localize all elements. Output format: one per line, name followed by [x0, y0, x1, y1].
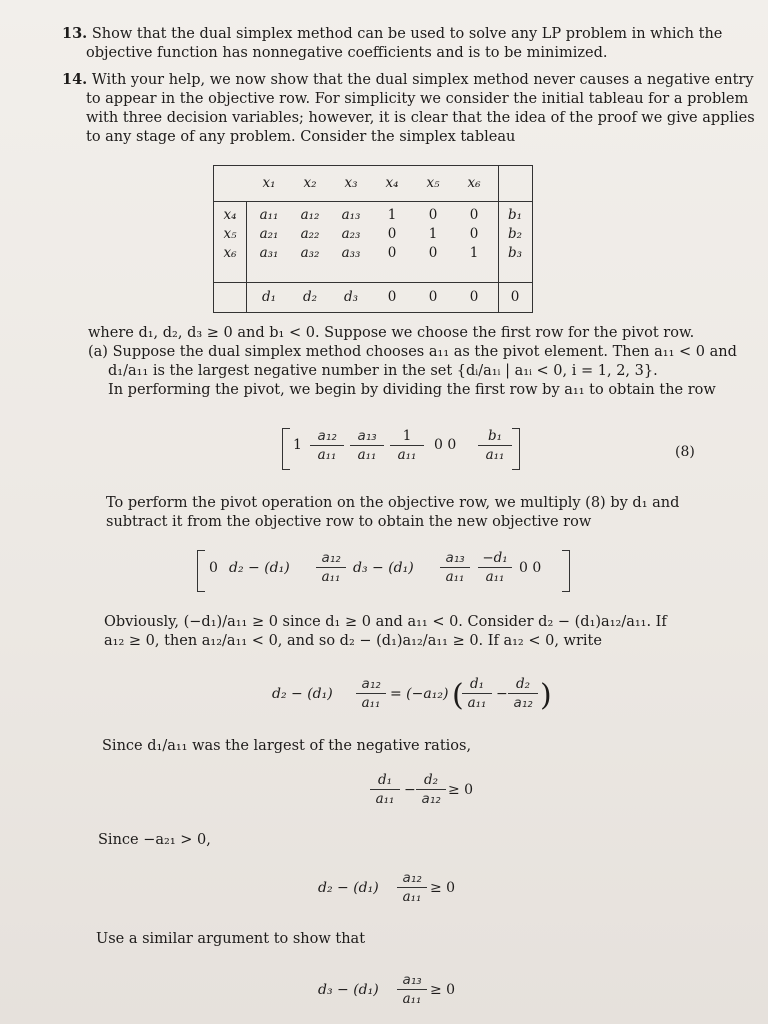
fraction-1-a11	[390, 428, 424, 463]
numerator: d₂	[423, 772, 439, 788]
tableau-cell: a₁₃	[341, 207, 361, 223]
fraction-d1-a11	[462, 676, 492, 711]
geq-zero: ≥ 0	[448, 782, 474, 798]
problem-14-line-1: With your help, we now show that the dual simplex method never causes a negative entry	[91, 72, 754, 88]
tableau-cell: 0	[469, 207, 479, 223]
tableau-cell: 1	[387, 207, 397, 223]
where-line: where d₁, d₂, d₃ ≥ 0 and b₁ < 0. Suppose we choose the first row for the pivot row.	[88, 325, 695, 341]
part-a-line-3: In performing the pivot, we begin by dividing the first row by a₁₁ to obtain the row	[108, 382, 716, 398]
col-header: x₃	[344, 175, 358, 191]
fraction-a13-a11	[397, 972, 427, 1007]
fraction-a12-a11	[397, 870, 427, 905]
fraction-d1-a11	[370, 772, 400, 807]
numerator: a₁₂	[317, 428, 337, 444]
objective-cell: d₁	[261, 289, 277, 305]
d2-minus-d1: d₂ − (d₁)	[229, 560, 290, 576]
obviously-line-2: a₁₂ ≥ 0, then a₁₂/a₁₁ < 0, and so d₂ − (d₁)a₁₂/a₁₁ ≥ 0. If a₁₂ < 0, write	[104, 633, 602, 649]
fraction-d2-a12	[508, 676, 538, 711]
col-header: x₅	[426, 175, 440, 191]
tableau-cell: a₃₃	[341, 245, 361, 261]
denominator: a₁₁	[321, 569, 341, 585]
numerator: a₁₂	[402, 870, 422, 886]
denominator: a₁₂	[513, 695, 533, 711]
pivot-line-2: subtract it from the objective row to obtain the new objective row	[106, 514, 592, 530]
tableau-cell: b₁	[507, 207, 523, 223]
tableau-cell: a₃₁	[259, 245, 279, 261]
col-header: x₁	[262, 175, 276, 191]
denominator: a₁₁	[467, 695, 487, 711]
tableau-cell: 1	[469, 245, 479, 261]
row-label: x₆	[223, 245, 237, 261]
objective-cell: 0	[469, 289, 479, 305]
numerator: d₁	[377, 772, 393, 788]
fraction-a12-a11	[310, 428, 344, 463]
tableau-cell: b₂	[507, 226, 523, 242]
numerator: a₁₃	[357, 428, 377, 444]
d2-minus-d1: d₂ − (d₁)	[318, 880, 379, 896]
numerator: a₁₂	[361, 676, 381, 692]
objective-cell: 0	[387, 289, 397, 305]
fraction-a12-a11	[356, 676, 386, 711]
denominator: a₁₂	[421, 791, 441, 807]
row-label: x₄	[223, 207, 237, 223]
objrow-zero: 0	[209, 560, 218, 576]
fraction-a12-a11	[316, 550, 346, 585]
objective-cell: 0	[510, 289, 520, 305]
objective-cell: d₂	[302, 289, 318, 305]
tableau-cell: a₁₁	[259, 207, 279, 223]
fraction-a13-a11	[440, 550, 470, 585]
fraction-d2-a12	[416, 772, 446, 807]
problem-14-number: 14.	[62, 71, 88, 88]
obviously-line-1: Obviously, (−d₁)/a₁₁ ≥ 0 since d₁ ≥ 0 and a₁₁ < 0. Consider d₂ − (d₁)a₁₂/a₁₁. If	[104, 614, 667, 630]
d3-minus-d1: d₃ − (d₁)	[318, 982, 379, 998]
eq8-zeros: 0 0	[434, 437, 457, 453]
col-header: x₂	[303, 175, 317, 191]
right-bracket	[512, 428, 520, 470]
since-negative: Since −a₂₁ > 0,	[98, 832, 211, 848]
tableau-cell: 0	[469, 226, 479, 242]
numerator: d₁	[469, 676, 485, 692]
left-bracket	[282, 428, 290, 470]
fraction-a13-a11	[350, 428, 384, 463]
minus-sign: −	[496, 686, 508, 702]
tableau-cell: a₁₂	[300, 207, 320, 223]
tableau-cell: 0	[428, 207, 438, 223]
row-label: x₅	[223, 226, 237, 242]
col-header: x₆	[467, 175, 481, 191]
numerator: d₂	[515, 676, 531, 692]
tableau-cell: 0	[387, 245, 397, 261]
numerator: a₁₃	[402, 972, 422, 988]
numerator: 1	[402, 428, 412, 444]
col-header: x₄	[385, 175, 399, 191]
denominator: a₁₁	[485, 569, 505, 585]
problem-13-line-2: objective function has nonnegative coefficients and is to be minimized.	[86, 45, 608, 61]
geq-zero: ≥ 0	[430, 880, 456, 896]
left-bracket	[197, 550, 205, 592]
close-paren: )	[540, 678, 552, 713]
since-largest: Since d₁/a₁₁ was the largest of the negative ratios,	[102, 738, 472, 754]
problem-13-line-1: Show that the dual simplex method can be used to solve any LP problem in which the	[91, 26, 723, 42]
denominator: a₁₁	[317, 447, 337, 463]
problem-13-number: 13.	[62, 25, 88, 42]
simplex-tableau	[213, 165, 533, 313]
fraction-b1-a11	[478, 428, 512, 463]
denominator: a₁₁	[485, 447, 505, 463]
denominator: a₁₁	[445, 569, 465, 585]
right-bracket	[562, 550, 570, 592]
equals-neg-a12: = (−a₁₂)	[390, 686, 449, 702]
tableau-cell: a₂₃	[341, 226, 361, 242]
objective-cell: d₃	[343, 289, 359, 305]
d3-minus-d1: d₃ − (d₁)	[353, 560, 414, 576]
eq8-one: 1	[293, 437, 302, 453]
part-a-line-1: (a) Suppose the dual simplex method chooses a₁₁ as the pivot element. Then a₁₁ < 0 and	[88, 344, 737, 360]
pivot-text	[106, 494, 679, 532]
denominator: a₁₁	[357, 447, 377, 463]
denominator: a₁₁	[402, 991, 422, 1007]
geq-zero: ≥ 0	[430, 982, 456, 998]
tableau-cell: 0	[387, 226, 397, 242]
problem-14	[62, 70, 755, 147]
part-a-line-2: d₁/a₁₁ is the largest negative number in the set {dᵢ/a₁ᵢ | a₁ᵢ < 0, i = 1, 2, 3}.	[108, 363, 658, 379]
denominator: a₁₁	[361, 695, 381, 711]
numerator: a₁₃	[445, 550, 465, 566]
tableau-cell: a₂₁	[259, 226, 279, 242]
open-paren: (	[452, 678, 464, 713]
part-a	[88, 343, 737, 400]
numerator: b₁	[487, 428, 503, 444]
tableau-cell: b₃	[507, 245, 523, 261]
tableau-cell: 0	[428, 245, 438, 261]
denominator: a₁₁	[402, 889, 422, 905]
problem-14-line-2: to appear in the objective row. For simplicity we consider the initial tableau for a problem	[86, 91, 749, 107]
denominator: a₁₁	[397, 447, 417, 463]
tableau-cell: a₃₂	[300, 245, 320, 261]
objective-cell: 0	[428, 289, 438, 305]
fraction-negd1-a11	[478, 550, 512, 585]
pivot-line-1: To perform the pivot operation on the objective row, we multiply (8) by d₁ and	[106, 495, 680, 511]
numerator: −d₁	[482, 550, 508, 566]
numerator: a₁₂	[321, 550, 341, 566]
problem-13	[62, 24, 722, 63]
tableau-cell: 1	[428, 226, 438, 242]
problem-14-line-3: with three decision variables; however, it is clear that the idea of the proof we give applies	[86, 110, 755, 126]
objrow-zeros: 0 0	[519, 560, 542, 576]
obviously-paragraph	[104, 613, 667, 651]
tableau-cell: a₂₂	[300, 226, 320, 242]
similar-argument: Use a similar argument to show that	[96, 931, 366, 947]
d2-minus-d1: d₂ − (d₁)	[272, 686, 333, 702]
problem-14-line-4: to any stage of any problem. Consider the simplex tableau	[86, 129, 516, 145]
equation-label: (8)	[675, 444, 695, 460]
denominator: a₁₁	[375, 791, 395, 807]
minus-sign: −	[404, 782, 416, 798]
